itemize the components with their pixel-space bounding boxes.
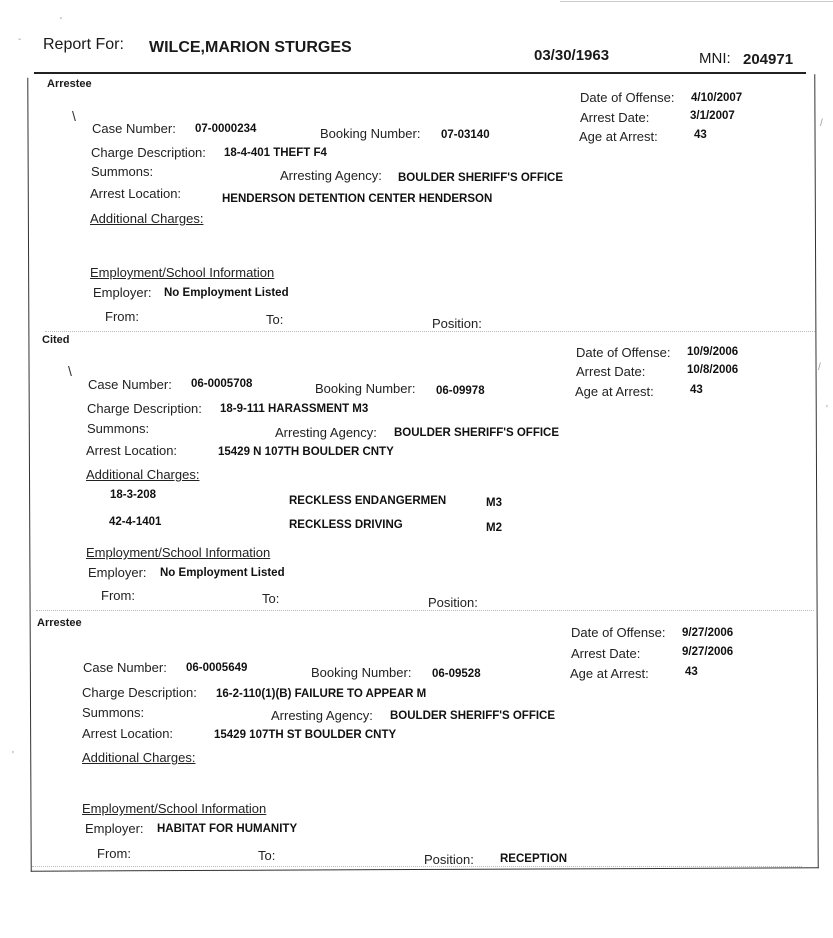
employment-section-label: Employment/School Information bbox=[86, 545, 271, 560]
employer-value: No Employment Listed bbox=[164, 287, 289, 299]
age-at-arrest-value: 43 bbox=[685, 666, 698, 678]
arrest-location-value: 15429 107TH ST BOULDER CNTY bbox=[214, 729, 397, 741]
report-for-label: Report For: bbox=[43, 36, 124, 53]
check-mark-icon: \ bbox=[68, 363, 72, 379]
additional-charges-label: Additional Charges: bbox=[90, 211, 204, 226]
arrest-date-value: 10/8/2006 bbox=[687, 364, 739, 376]
age-at-arrest-label: Age at Arrest: bbox=[570, 666, 649, 681]
charge-description-value: 18-4-401 THEFT F4 bbox=[224, 147, 327, 159]
booking-number-value: 06-09978 bbox=[436, 385, 485, 397]
scan-speck: ' bbox=[12, 750, 14, 761]
arrest-date-label: Arrest Date: bbox=[580, 110, 650, 125]
arrest-location-value: HENDERSON DETENTION CENTER HENDERSON bbox=[222, 193, 493, 205]
arresting-agency-label: Arresting Agency: bbox=[280, 168, 382, 183]
summons-label: Summons: bbox=[91, 164, 154, 179]
scan-speck: / bbox=[820, 118, 823, 129]
booking-number-label: Booking Number: bbox=[315, 381, 416, 396]
arrest-location-label: Arrest Location: bbox=[82, 726, 174, 741]
additional-charge-class: M2 bbox=[486, 522, 502, 534]
charge-description-label: Charge Description: bbox=[87, 401, 202, 416]
booking-number-label: Booking Number: bbox=[311, 665, 412, 680]
case-number-value: 07-0000234 bbox=[195, 123, 257, 135]
arrest-date-label: Arrest Date: bbox=[571, 646, 641, 661]
record-divider bbox=[36, 610, 814, 611]
record-type: Arrestee bbox=[47, 78, 92, 90]
header-divider bbox=[34, 72, 806, 74]
record-divider bbox=[32, 866, 802, 867]
additional-charge-description: RECKLESS DRIVING bbox=[289, 519, 403, 531]
additional-charge-class: M3 bbox=[486, 497, 502, 509]
to-label: To: bbox=[258, 848, 276, 863]
employer-value: No Employment Listed bbox=[160, 567, 285, 579]
to-label: To: bbox=[262, 591, 280, 606]
position-label: Position: bbox=[432, 316, 482, 331]
position-label: Position: bbox=[428, 595, 478, 610]
date-of-offense-label: Date of Offense: bbox=[576, 345, 671, 360]
position-value: RECEPTION bbox=[500, 853, 568, 865]
age-at-arrest-value: 43 bbox=[694, 129, 707, 141]
arrest-location-label: Arrest Location: bbox=[86, 443, 178, 458]
date-of-offense-value: 4/10/2007 bbox=[691, 92, 743, 104]
employer-value: HABITAT FOR HUMANITY bbox=[157, 823, 298, 835]
from-label: From: bbox=[97, 846, 131, 861]
record-type: Arrestee bbox=[37, 617, 82, 629]
employer-label: Employer: bbox=[85, 821, 144, 836]
arrest-date-value: 3/1/2007 bbox=[690, 110, 735, 122]
scan-speck: / bbox=[818, 362, 821, 373]
booking-number-value: 06-09528 bbox=[432, 668, 481, 680]
booking-number-label: Booking Number: bbox=[320, 126, 421, 141]
additional-charge-code: 42-4-1401 bbox=[109, 516, 162, 528]
mni-label: MNI: bbox=[699, 50, 731, 67]
arresting-agency-label: Arresting Agency: bbox=[275, 425, 377, 440]
additional-charges-label: Additional Charges: bbox=[82, 750, 196, 765]
date-of-offense-label: Date of Offense: bbox=[571, 625, 666, 640]
employer-label: Employer: bbox=[88, 565, 147, 580]
employment-section-label: Employment/School Information bbox=[90, 265, 275, 280]
arrest-date-label: Arrest Date: bbox=[576, 364, 646, 379]
charge-description-value: 16-2-110(1)(B) FAILURE TO APPEAR M bbox=[216, 688, 427, 700]
summons-label: Summons: bbox=[87, 421, 150, 436]
age-at-arrest-label: Age at Arrest: bbox=[579, 129, 658, 144]
date-of-offense-value: 10/9/2006 bbox=[687, 346, 739, 358]
record-type: Cited bbox=[42, 334, 70, 346]
arresting-agency-value: BOULDER SHERIFF'S OFFICE bbox=[398, 172, 564, 184]
additional-charge-description: RECKLESS ENDANGERMEN bbox=[289, 495, 447, 507]
charge-description-label: Charge Description: bbox=[91, 145, 206, 160]
from-label: From: bbox=[101, 588, 135, 603]
case-number-value: 06-0005708 bbox=[191, 378, 253, 390]
scan-edge-line bbox=[560, 1, 833, 2]
date-of-offense-label: Date of Offense: bbox=[580, 90, 675, 105]
arresting-agency-value: BOULDER SHERIFF'S OFFICE bbox=[390, 710, 556, 722]
age-at-arrest-label: Age at Arrest: bbox=[575, 384, 654, 399]
subject-name: WILCE,MARION STURGES bbox=[149, 39, 352, 56]
case-number-label: Case Number: bbox=[92, 121, 176, 136]
arrest-date-value: 9/27/2006 bbox=[682, 646, 734, 658]
arresting-agency-label: Arresting Agency: bbox=[271, 708, 373, 723]
charge-description-value: 18-9-111 HARASSMENT M3 bbox=[220, 403, 369, 415]
arresting-agency-value: BOULDER SHERIFF'S OFFICE bbox=[394, 427, 560, 439]
case-number-value: 06-0005649 bbox=[186, 662, 248, 674]
summons-label: Summons: bbox=[82, 705, 145, 720]
arrest-location-value: 15429 N 107TH BOULDER CNTY bbox=[218, 446, 394, 458]
scan-speck: - bbox=[18, 34, 22, 45]
booking-number-value: 07-03140 bbox=[441, 129, 490, 141]
subject-dob: 03/30/1963 bbox=[534, 47, 610, 64]
additional-charges-label: Additional Charges: bbox=[86, 467, 200, 482]
age-at-arrest-value: 43 bbox=[690, 384, 703, 396]
employer-label: Employer: bbox=[93, 285, 152, 300]
from-label: From: bbox=[105, 309, 139, 324]
position-label: Position: bbox=[424, 852, 474, 867]
record-divider bbox=[45, 331, 815, 332]
to-label: To: bbox=[266, 312, 284, 327]
mni-value: 204971 bbox=[743, 51, 794, 68]
scan-speck: ' bbox=[60, 16, 62, 27]
case-number-label: Case Number: bbox=[83, 660, 167, 675]
charge-description-label: Charge Description: bbox=[82, 685, 197, 700]
date-of-offense-value: 9/27/2006 bbox=[682, 627, 734, 639]
case-number-label: Case Number: bbox=[88, 377, 172, 392]
scan-speck: ' bbox=[826, 404, 828, 415]
employment-section-label: Employment/School Information bbox=[82, 801, 267, 816]
check-mark-icon: \ bbox=[72, 108, 76, 124]
arrest-location-label: Arrest Location: bbox=[90, 186, 182, 201]
additional-charge-code: 18-3-208 bbox=[110, 489, 157, 501]
